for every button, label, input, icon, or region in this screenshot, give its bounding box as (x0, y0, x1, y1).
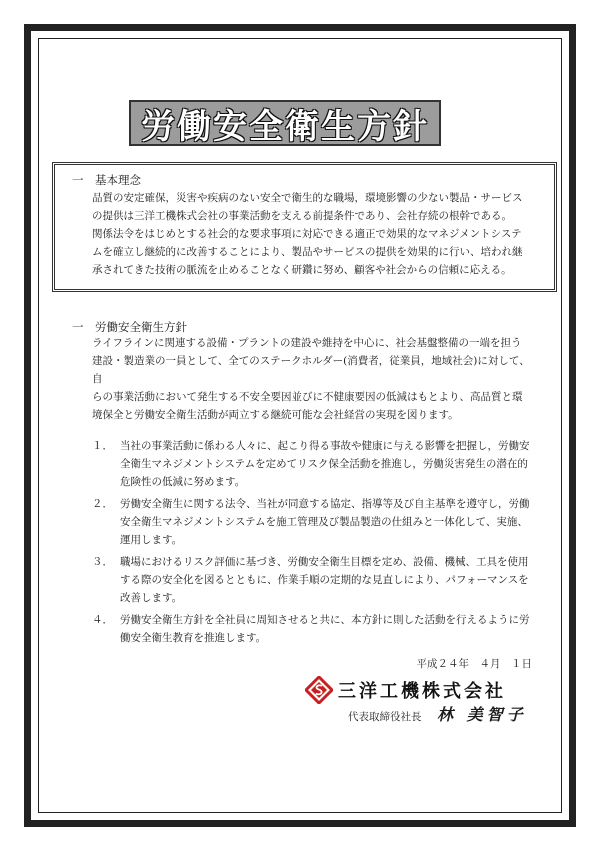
policy-items (92, 437, 532, 647)
policy-heading: 一 労働安全衛生方針 (72, 320, 187, 334)
philosophy-line: ムを確立し継続的に改善することにより、製品やサービスの提供を効果的に行い、培われ継 (92, 246, 523, 258)
item-number: ３． (92, 556, 113, 568)
page-title: 労働安全衛生方針 (141, 106, 429, 147)
philosophy-line: 品質の安定確保，災害や疾病のない安全で衛生的な職場，環境影響の少ない製品・サービス (92, 192, 523, 204)
philosophy-heading: 一 基本理念 (72, 173, 141, 187)
item-number: ２． (92, 498, 113, 510)
policy-line: 建設・製造業の一員として、全てのステークホルダー(消費者，従業員，地域社会)に対して、自 (92, 355, 530, 385)
philosophy-line: の提供は三洋工機株式会社の事業活動を支える前提条件であり、会社存続の根幹である。 (92, 210, 512, 222)
issue-date: 平成２４年 ４月 １日 (416, 658, 532, 670)
policy-line: ライフラインに関連する設備・プラントの建設や維持を中心に、社会基盤整備の一端を担う (92, 337, 522, 349)
representative-signature: 林 美智子 (437, 705, 527, 724)
list-item (92, 553, 532, 607)
company-logo-icon (305, 676, 333, 704)
philosophy-line: 関係法令をはじめとする社会的な要求事項に対応できる適正で効果的なマネジメントシステ (92, 228, 522, 240)
item-line: 職場におけるリスク評価に基づき、労働安全衛生目標を定め、設備、機械、工具を使用 (120, 556, 529, 568)
representative-title: 代表取締役社長 (348, 711, 422, 723)
philosophy-paragraph (92, 189, 537, 279)
company-name: 三洋工機株式会社 (338, 681, 506, 702)
item-line: 当社の事業活動に係わる人々に、起こり得る事故や健康に与える影響を把握し，労働安 (120, 440, 530, 452)
policy-paragraph (92, 334, 537, 424)
item-line: 改善します。 (120, 592, 183, 604)
item-line: 全衛生マネジメントシステムを定めてリスク保全活動を推進し，労働災害発生の潜在的 (120, 458, 528, 470)
item-line: 安全衛生マネジメントシステムを施工管理及び製品製造の仕組みと一体化して、実施、 (120, 516, 528, 528)
title-banner (129, 100, 441, 146)
item-line: 働安全衛生教育を推進します。 (120, 632, 267, 644)
list-item (92, 437, 532, 491)
policy-line: 境保全と労働安全衛生活動が両立する継続可能な会社経営の実現を図ります。 (92, 409, 459, 421)
item-number: １． (92, 440, 113, 452)
philosophy-line: 承されてきた技術の脈流を止めることなく研鑽に努め、顧客や社会からの信頼に応える。 (92, 264, 512, 276)
policy-line: らの事業活動において発生する不安全要因並びに不健康要因の低減はもとより、高品質と環 (92, 391, 523, 403)
item-number: ４． (92, 614, 113, 626)
item-line: 運用します。 (120, 534, 183, 546)
item-line: 危険性の低減に努めます。 (120, 476, 246, 488)
list-item (92, 611, 532, 647)
item-line: する際の安全化を図るとともに、作業手順の定期的な見直しにより、パフォーマンスを (120, 574, 529, 586)
list-item (92, 495, 532, 549)
item-line: 労働安全衛生方針を全社員に周知させると共に、本方針に則した活動を行えるように労 (120, 614, 530, 626)
item-line: 労働安全衛生に関する法令、当社が同意する協定、指導等及び自主基準を遵守し，労働 (120, 498, 530, 510)
